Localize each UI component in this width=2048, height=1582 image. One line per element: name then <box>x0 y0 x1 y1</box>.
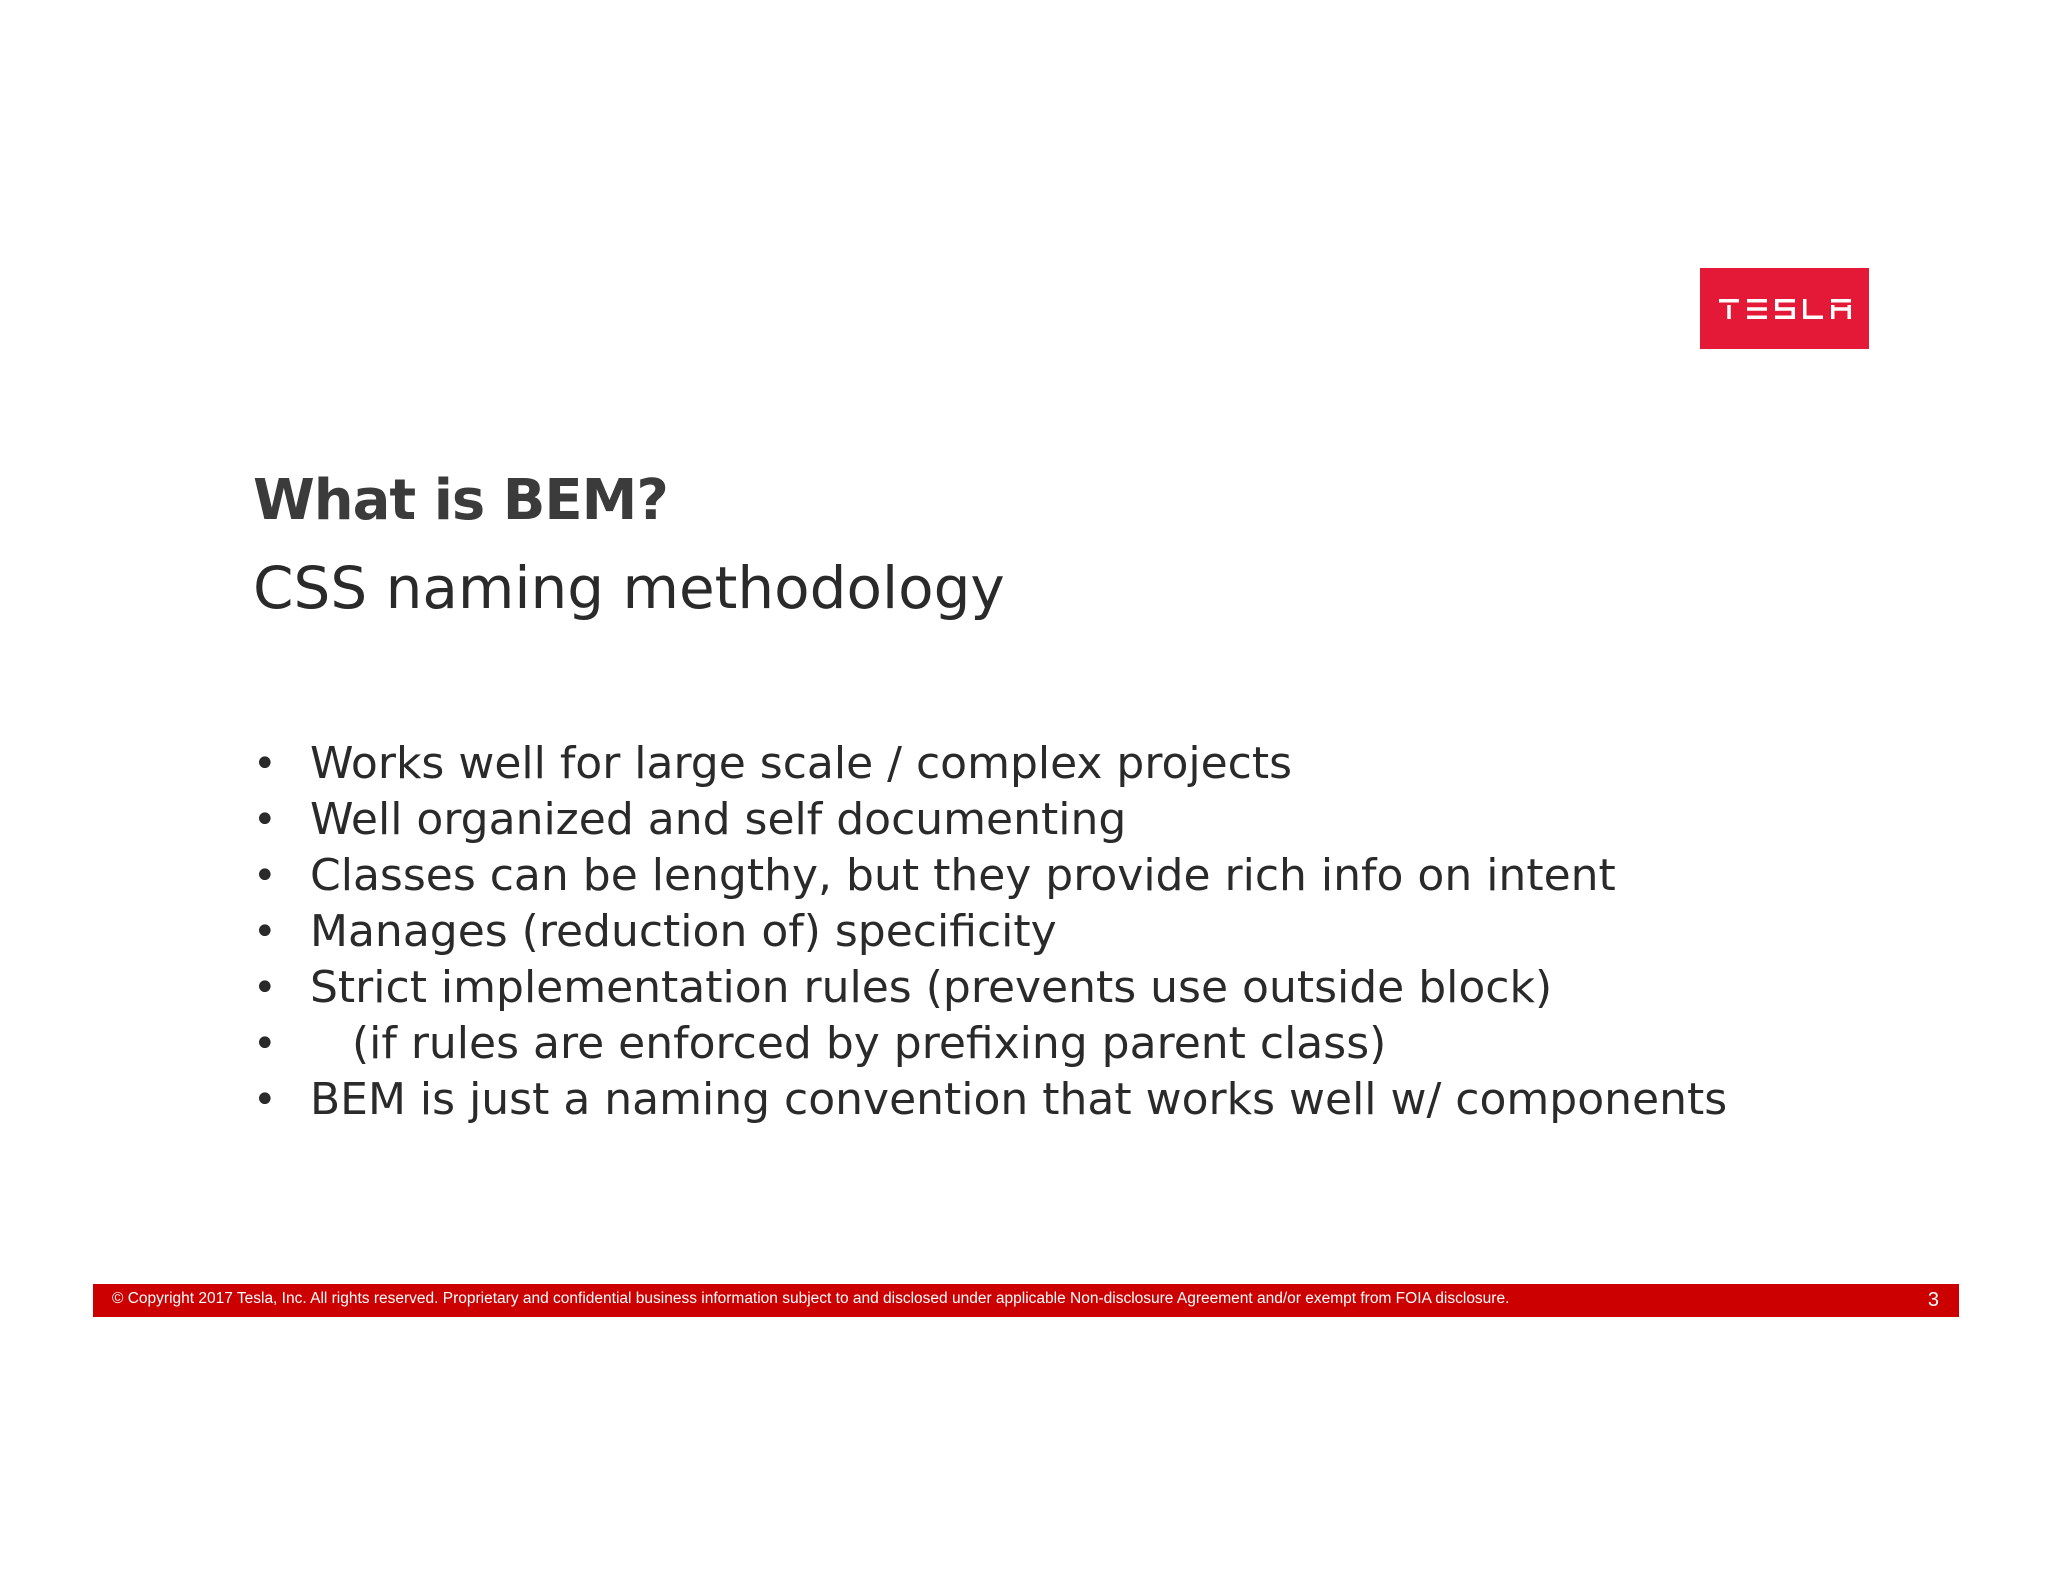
bullet-icon: • <box>253 965 277 1011</box>
bullet-text: Well organized and self documenting <box>310 794 1127 845</box>
bullet-icon: • <box>253 909 277 955</box>
footer-bar <box>93 1284 1959 1317</box>
tesla-logo <box>1700 268 1869 349</box>
tesla-wordmark-icon <box>1719 297 1851 321</box>
page-number: 3 <box>1927 1289 1939 1311</box>
bullet-text: Works well for large scale / complex projects <box>310 738 1293 789</box>
bullet-text: BEM is just a naming convention that works well w/ components <box>310 1074 1728 1125</box>
bullet-text: Classes can be lengthy, but they provide rich info on intent <box>310 850 1616 901</box>
copyright-notice: © Copyright 2017 Tesla, Inc. All rights reserved. Proprietary and confidential business information subject to and disclosed under applicable Non-disclosure Agreement and/or exempt from FOIA disclosure. <box>112 1290 1510 1307</box>
bullet-icon: • <box>253 853 277 899</box>
slide-title: What is BEM? <box>253 468 668 533</box>
slide-subtitle: CSS naming methodology <box>253 554 1005 622</box>
bullet-text: (if rules are enforced by prefixing parent class) <box>310 1018 1387 1069</box>
bullet-text: Manages (reduction of) specificity <box>310 906 1057 957</box>
bullet-text: Strict implementation rules (prevents use outside block) <box>310 962 1553 1013</box>
bullet-icon: • <box>253 1077 277 1123</box>
bullet-icon: • <box>253 797 277 843</box>
bullet-icon: • <box>253 741 277 787</box>
bullet-icon: • <box>253 1021 277 1067</box>
